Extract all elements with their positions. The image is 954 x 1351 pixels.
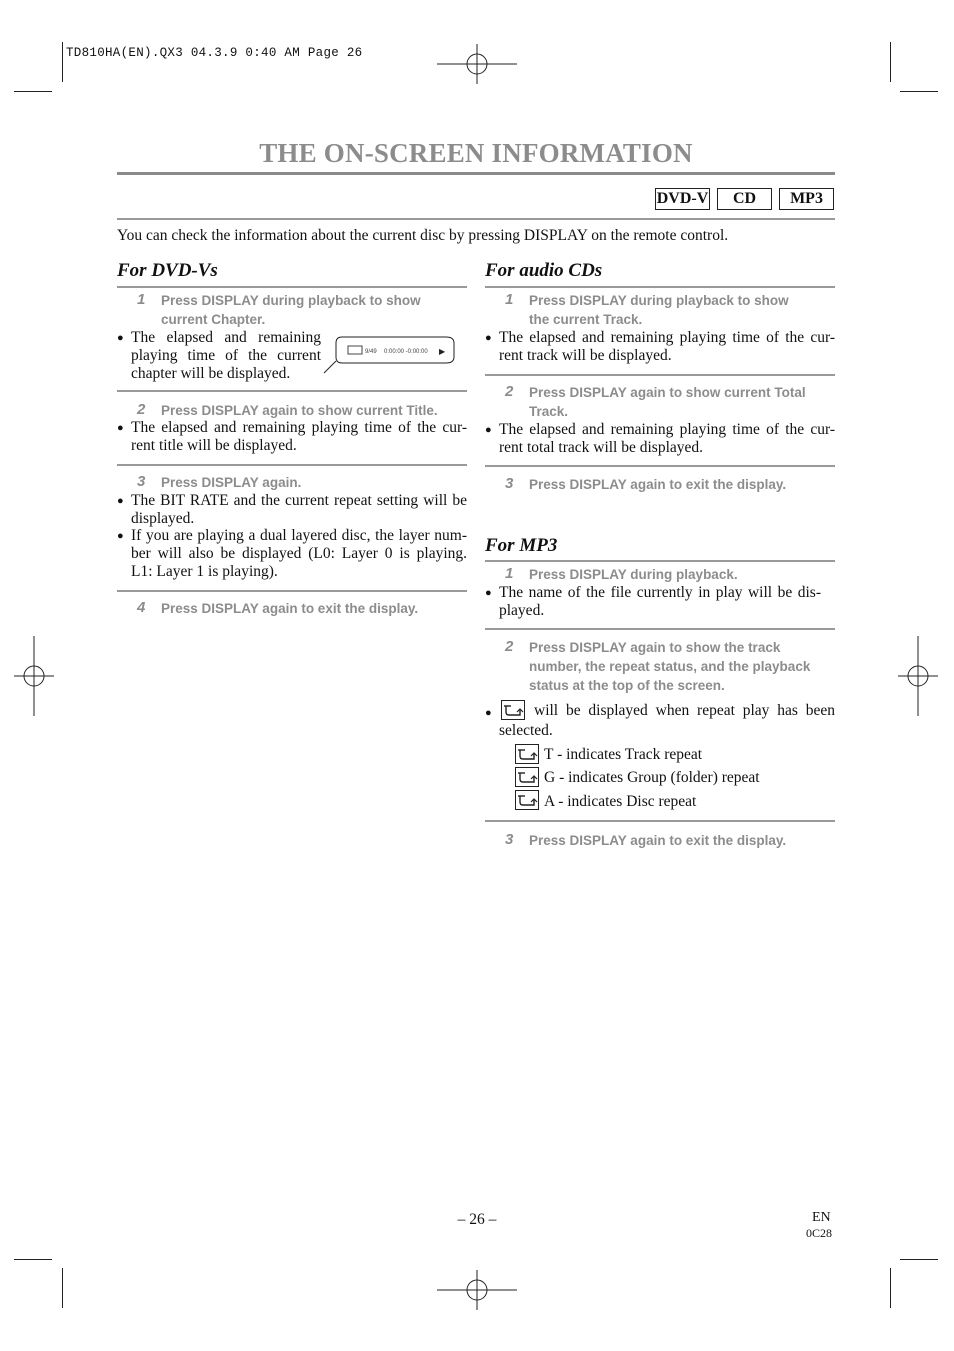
mp3-step-2 [505,638,835,698]
step-text: Press DISPLAY during playback to show current Chapter. [161,293,421,327]
dvd-heading: For DVD-Vs [117,260,218,281]
cd-bullet-2 [485,421,835,459]
step-text: Press DISPLAY during playback. [529,567,738,582]
mp3-heading: For MP3 [485,535,558,556]
step-number: 2 [137,401,146,418]
step-number: 1 [137,291,146,308]
section-rule [485,820,835,822]
bullet-icon: ● [117,495,124,507]
repeat-track-label: T - indicates Track repeat [544,746,703,763]
section-rule [117,590,467,592]
repeat-disc-label: A - indicates Disc repeat [544,793,697,810]
bullet-icon: ● [117,422,124,434]
bullet-text: The name of the file currently in play will be dis- played. [499,584,821,619]
cd-step-2 [505,383,835,423]
mp3-bullet-2 [485,702,835,742]
dvd-step-2 [137,401,467,421]
cd-heading: For audio CDs [485,260,603,281]
bullet-text: will be displayed when repeat play has been [534,702,835,719]
dvd-step-3 [137,473,467,493]
crop-mark [890,42,891,82]
step-number: 3 [505,475,514,492]
step-number: 4 [137,599,146,616]
crop-mark [62,1268,63,1308]
repeat-icon [515,744,539,764]
step-text: Press DISPLAY again. [161,475,302,490]
dvd-bullet-2 [117,419,467,457]
step-number: 1 [505,565,514,582]
bullet-text: selected. [499,722,553,739]
registration-mark-icon [14,636,54,716]
step-text: Press DISPLAY again to show the track number, the repeat status, and the playback status at the top of the screen. [529,640,811,693]
badge-dvd-v: DVD-V [655,188,710,210]
step-number: 2 [505,383,514,400]
crop-mark [900,1259,938,1260]
mp3-step-1 [505,565,835,585]
repeat-icon [515,767,539,787]
step-number: 1 [505,291,514,308]
step-text: Press DISPLAY again to exit the display. [161,601,419,616]
registration-mark-icon [437,1270,517,1310]
mp3-bullet-1 [485,584,821,622]
osd-display-illustration [322,333,460,375]
section-rule [485,560,835,562]
osd-play-icon: ▶ [439,347,446,356]
repeat-icon [501,700,525,720]
bullet-text: The elapsed and remaining playing time of the current chapter will be displayed. [131,329,321,382]
dvd-bullet-3 [117,492,467,530]
step-number: 2 [505,638,514,655]
step-text: Press DISPLAY again to show current Total Track. [529,385,806,419]
mp3-step-3 [505,831,835,851]
step-number: 3 [137,473,146,490]
title-rule [117,172,835,175]
bullet-icon: ● [485,332,492,344]
dvd-bullet-4 [117,527,467,583]
crop-mark [14,1259,52,1260]
page-number: – 26 – [457,1211,497,1228]
osd-time: 0:00:00 -0:00:00 [384,349,428,355]
crop-mark [900,91,938,92]
page-title: THE ON-SCREEN INFORMATION [259,138,693,168]
repeat-group-label: G - indicates Group (folder) repeat [544,769,760,786]
step-text: Press DISPLAY again to exit the display. [529,477,787,492]
bullet-icon: ● [485,707,492,719]
cd-step-1 [505,291,835,331]
cd-step-3 [505,475,835,495]
osd-chapter: 9/49 [365,349,377,355]
step-text: Press DISPLAY during playback to show the current Track. [529,293,789,327]
document-code: 0C28 [806,1226,833,1240]
dvd-step-1 [137,291,457,331]
bullet-text: The BIT RATE and the current repeat setting will be displayed. [131,492,467,527]
language-code: EN [812,1210,831,1225]
section-rule [117,464,467,466]
dvd-bullet-1 [117,329,321,385]
step-text: Press DISPLAY again to exit the display. [529,833,787,848]
step-number: 3 [505,831,514,848]
badge-rule [117,218,835,220]
badge-cd: CD [717,188,772,210]
crop-mark [62,42,63,82]
badge-mp3: MP3 [779,188,834,210]
print-slug: TD810HA(EN).QX3 04.3.9 0:40 AM Page 26 [66,46,363,60]
bullet-icon: ● [485,424,492,436]
step-text: Press DISPLAY again to show current Title. [161,403,438,418]
crop-mark [14,91,52,92]
section-rule [485,465,835,467]
repeat-icon [515,790,539,810]
bullet-text: The elapsed and remaining playing time of the cur- rent total track will be displayed. [499,421,835,456]
crop-mark [890,1268,891,1308]
section-rule [117,286,467,288]
section-rule [485,628,835,630]
bullet-icon: ● [485,587,492,599]
section-rule [485,374,835,376]
bullet-icon: ● [117,530,124,542]
section-rule [485,286,835,288]
registration-mark-icon [437,44,517,84]
bullet-icon: ● [117,332,124,344]
section-rule [117,390,467,392]
cd-bullet-1 [485,329,835,367]
dvd-step-4 [137,599,467,619]
registration-mark-icon [898,636,938,716]
bullet-text: The elapsed and remaining playing time of the cur- rent title will be displayed. [131,419,467,454]
bullet-text: If you are playing a dual layered disc, the layer num- ber will also be displayed (L0: Layer 0 is playing. L1: Layer 1 is playing). [131,527,467,580]
bullet-text: The elapsed and remaining playing time of the cur- rent track will be displayed. [499,329,835,364]
intro-text: You can check the information about the current disc by pressing DISPLAY on the remote control. [117,227,729,244]
